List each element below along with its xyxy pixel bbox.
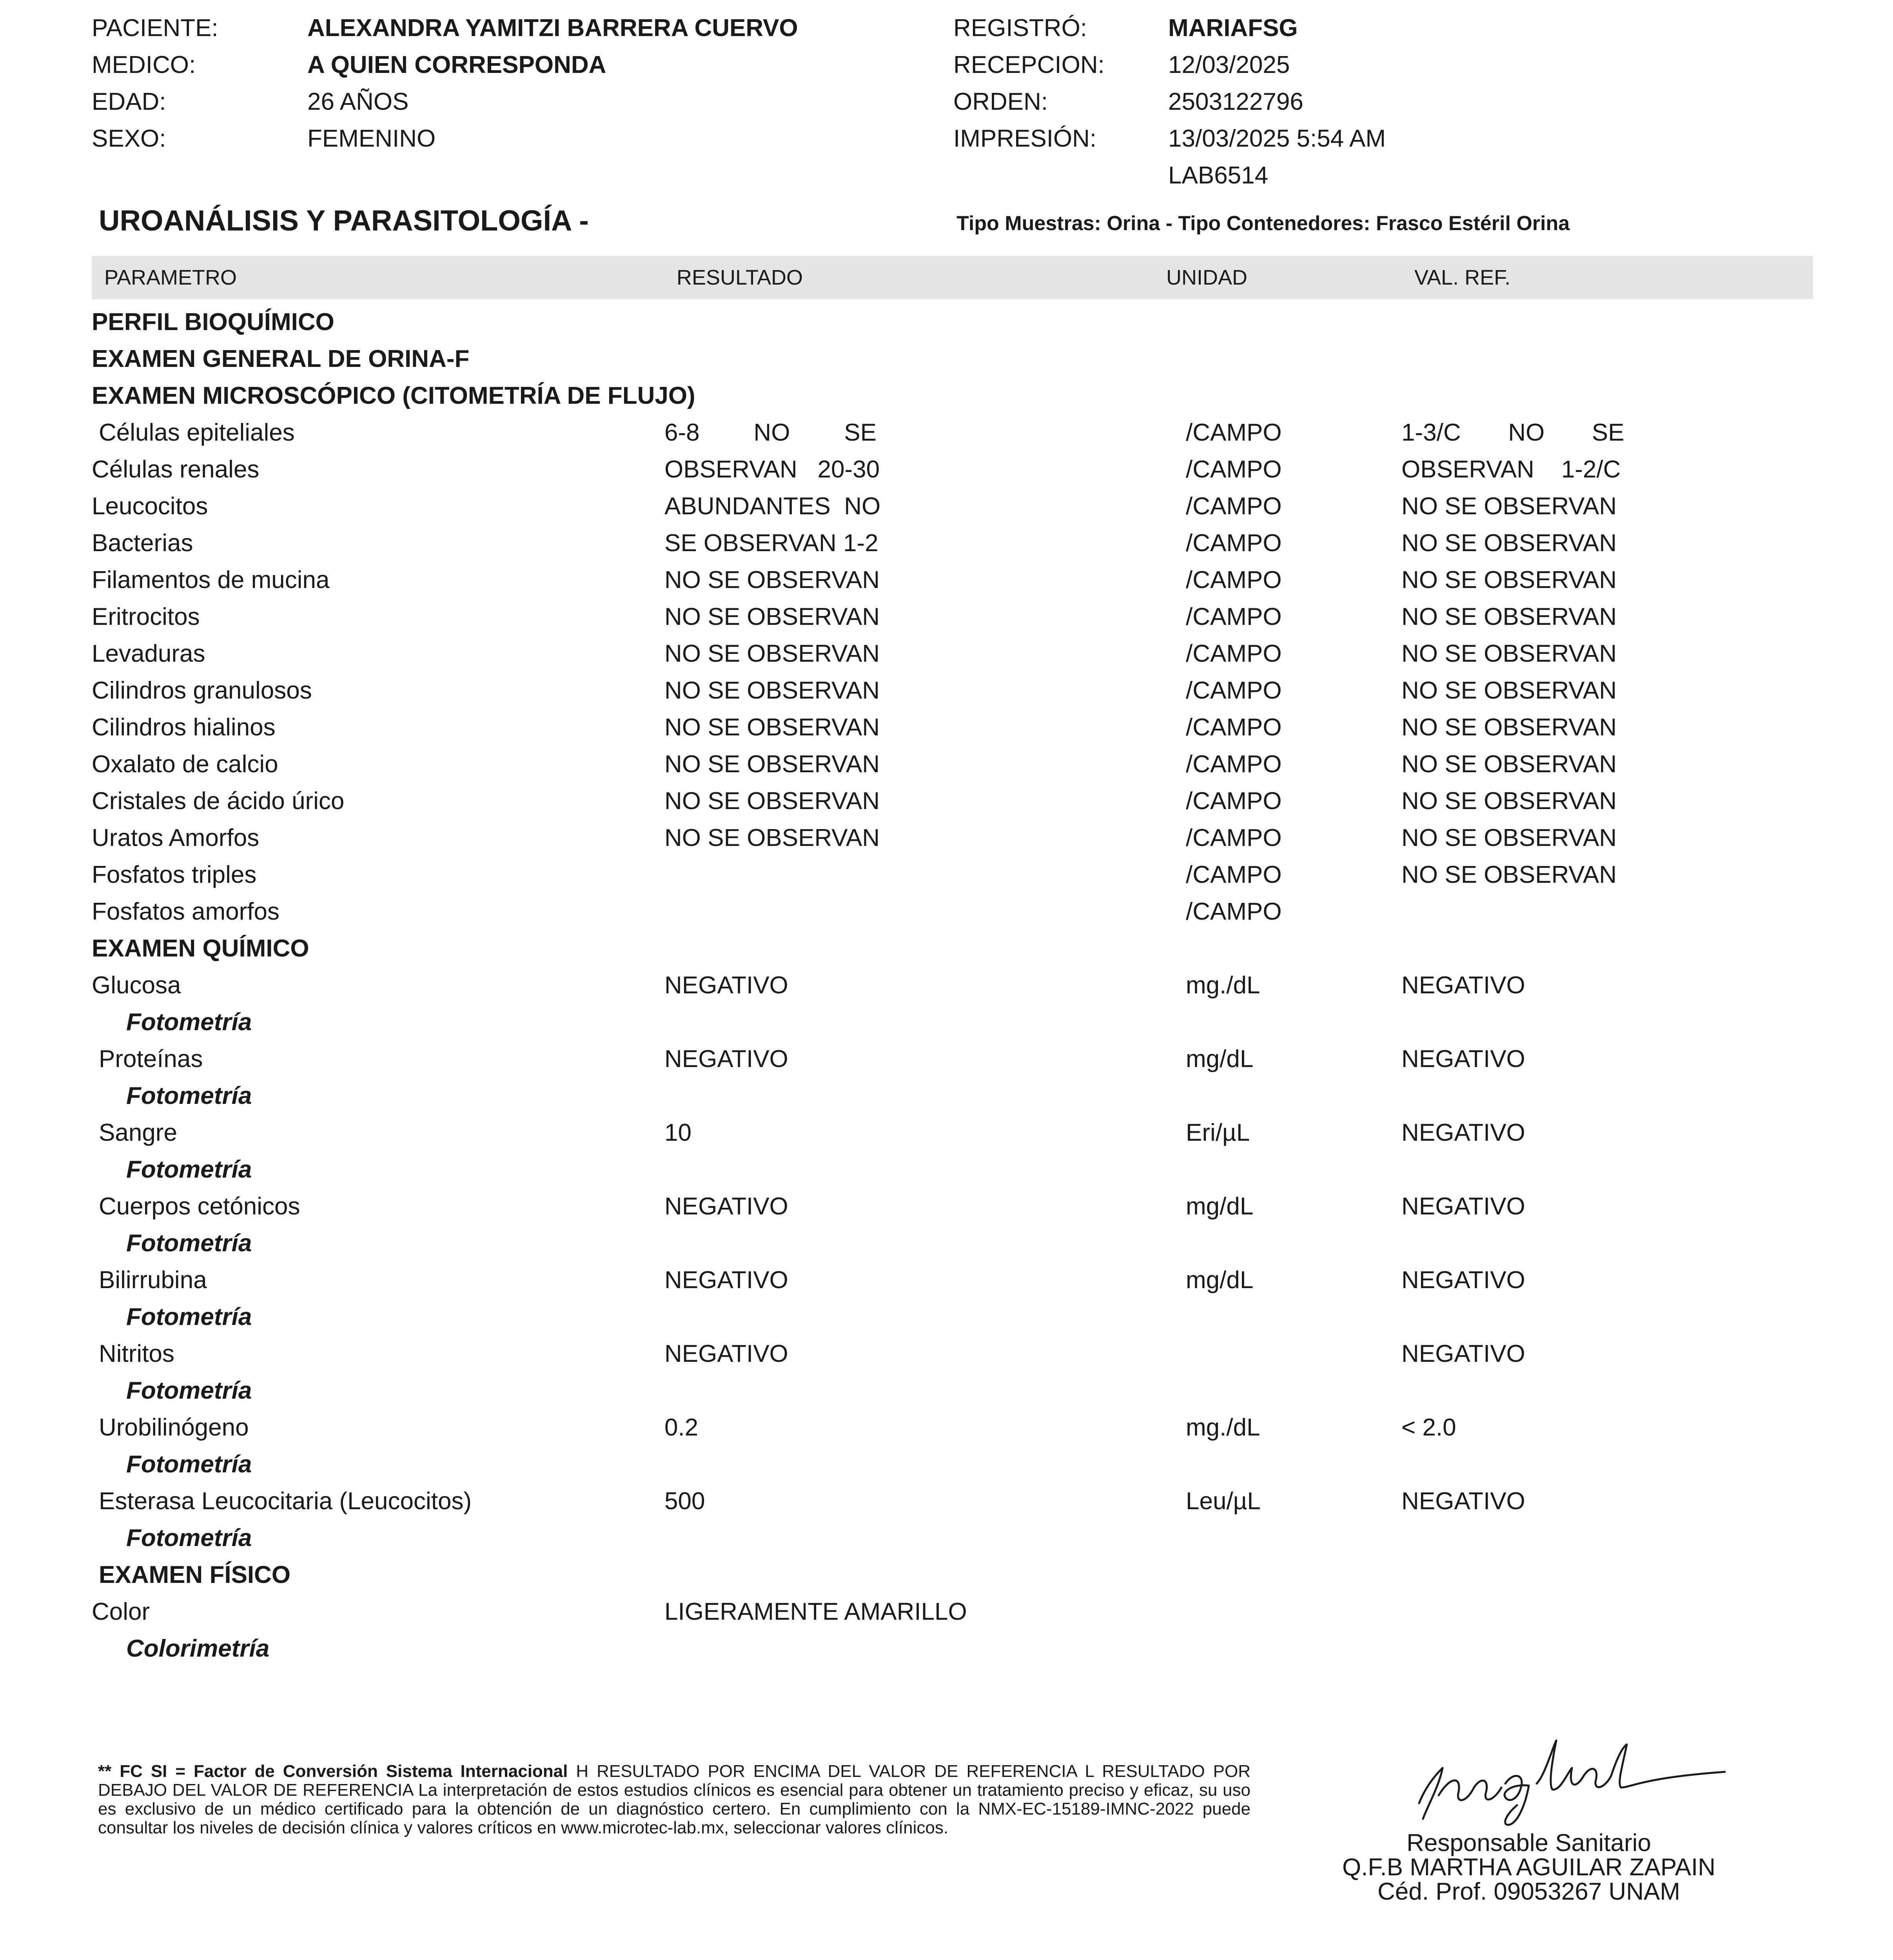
parameter-name: Células epiteliales	[99, 419, 295, 446]
parameter-name: Eritrocitos	[92, 603, 200, 630]
unit-value: mg./dL	[1186, 972, 1260, 999]
parameter-name: Nitritos	[99, 1340, 174, 1367]
reference-value: NEGATIVO	[1401, 972, 1525, 999]
parameter-name: Cilindros granulosos	[92, 677, 312, 704]
method-row	[0, 1372, 1893, 1409]
reference-value: NO SE OBSERVAN	[1401, 714, 1617, 741]
parameter-name: Uratos Amorfos	[92, 824, 260, 851]
unit-value: /CAMPO	[1186, 788, 1282, 815]
reference-value: NO SE OBSERVAN	[1401, 493, 1617, 520]
table-row	[0, 857, 1893, 893]
unit-value: mg/dL	[1186, 1267, 1254, 1294]
parameter-name: Cuerpos cetónicos	[99, 1193, 300, 1220]
table-row	[0, 746, 1893, 783]
reference-value: < 2.0	[1401, 1414, 1456, 1441]
result-value: NO SE OBSERVAN	[664, 714, 880, 741]
parameter-name: Cilindros hialinos	[92, 714, 276, 741]
parameter-name: Filamentos de mucina	[92, 566, 330, 593]
method-label: Fotometría	[126, 1009, 252, 1036]
section-title: EXAMEN GENERAL DE ORINA-F	[92, 345, 470, 372]
method-row	[0, 1151, 1893, 1188]
reference-value: NEGATIVO	[1401, 1267, 1525, 1294]
section-row	[0, 1557, 1893, 1593]
method-row	[0, 1225, 1893, 1262]
unit-value: /CAMPO	[1186, 824, 1282, 851]
reference-value: OBSERVAN 1-2/C	[1401, 456, 1621, 483]
parameter-name: Esterasa Leucocitaria (Leucocitos)	[99, 1488, 472, 1515]
reference-value: NEGATIVO	[1401, 1193, 1525, 1220]
registered-by-label: REGISTRÓ:	[953, 15, 1087, 42]
reference-value: NO SE OBSERVAN	[1401, 530, 1617, 557]
table-row	[0, 1483, 1893, 1520]
unit-value: Leu/µL	[1186, 1488, 1261, 1515]
unit-value: /CAMPO	[1186, 898, 1282, 925]
method-label: Fotometría	[126, 1303, 252, 1330]
reference-value: NO SE OBSERVAN	[1401, 566, 1617, 593]
doctor-label: MEDICO:	[92, 51, 196, 78]
parameter-name: Proteínas	[99, 1045, 203, 1073]
table-row	[0, 783, 1893, 820]
footnote-bold: ** FC SI = Factor de Conversión Sistema Internacional	[98, 1762, 568, 1781]
result-value: NEGATIVO	[664, 1340, 788, 1367]
reference-value: NO SE OBSERVAN	[1401, 861, 1617, 888]
table-row	[0, 1409, 1893, 1446]
reference-value: NO SE OBSERVAN	[1401, 751, 1617, 778]
reference-value: NO SE OBSERVAN	[1401, 788, 1617, 815]
parameter-name: Fosfatos triples	[92, 861, 257, 888]
unit-value: mg./dL	[1186, 1414, 1260, 1441]
result-value: NO SE OBSERVAN	[664, 677, 880, 704]
result-value: 6-8 NO SE	[664, 419, 877, 446]
parameter-name: Urobilinógeno	[99, 1414, 249, 1441]
section-title: PERFIL BIOQUÍMICO	[92, 309, 334, 336]
table-row	[0, 709, 1893, 746]
result-value: NEGATIVO	[664, 1193, 788, 1220]
signature-image	[1254, 1725, 1803, 1827]
parameter-name: Glucosa	[92, 972, 181, 999]
age-label: EDAD:	[92, 88, 166, 115]
section-row	[0, 930, 1893, 967]
header-parametro: PARAMETRO	[104, 266, 237, 289]
order-label: ORDEN:	[953, 88, 1048, 115]
result-value: SE OBSERVAN 1-2	[664, 530, 878, 557]
unit-value: /CAMPO	[1186, 456, 1282, 483]
print-datetime: 13/03/2025 5:54 AM	[1168, 125, 1386, 152]
result-value: LIGERAMENTE AMARILLO	[664, 1598, 967, 1625]
method-label: Fotometría	[126, 1377, 252, 1404]
table-row	[0, 1593, 1893, 1630]
table-row	[0, 451, 1893, 488]
table-row	[0, 893, 1893, 930]
method-label: Fotometría	[126, 1451, 252, 1478]
section-row	[0, 341, 1893, 377]
reference-value: NEGATIVO	[1401, 1488, 1525, 1515]
unit-value: /CAMPO	[1186, 493, 1282, 520]
unit-value: /CAMPO	[1186, 677, 1282, 704]
parameter-name: Sangre	[99, 1119, 177, 1146]
responsible-name: Q.F.B MARTHA AGUILAR ZAPAIN	[1342, 1854, 1716, 1881]
registered-by-value: MARIAFSG	[1168, 15, 1298, 42]
footnote-text: H RESULTADO POR ENCIMA DEL VALOR DE REFERENCIA L RESULTADO POR DEBAJO DEL VALOR DE REFERENCIA La interpretación de estos estudios clínicos es esencial para obtener un tratamiento preciso y eficaz, su uso es exclusivo de un médico certificado para la obtención de un diagnóstico certero. En cumplimiento con la NMX-EC-15189-IMNC-2022 puede consultar los niveles de decisión clínica y valores críticos en www.microtec-lab.mx, seleccionar valores clínicos.	[98, 1762, 1251, 1837]
method-label: Colorimetría	[126, 1635, 270, 1662]
reference-value: NO SE OBSERVAN	[1401, 677, 1617, 704]
table-header	[92, 256, 1813, 299]
result-value: OBSERVAN 20-30	[664, 456, 880, 483]
result-value: NO SE OBSERVAN	[664, 603, 880, 630]
table-row	[0, 1041, 1893, 1078]
table-row	[0, 1336, 1893, 1372]
method-row	[0, 1446, 1893, 1483]
unit-value: /CAMPO	[1186, 714, 1282, 741]
parameter-name: Bilirrubina	[99, 1267, 207, 1294]
method-label: Fotometría	[126, 1082, 252, 1109]
parameter-name: Leucocitos	[92, 493, 208, 520]
section-title: EXAMEN QUÍMICO	[92, 935, 309, 962]
unit-value: /CAMPO	[1186, 530, 1282, 557]
footnote	[98, 1762, 1251, 1837]
table-row	[0, 525, 1893, 562]
table-row	[0, 414, 1893, 451]
table-row	[0, 820, 1893, 857]
result-value: NEGATIVO	[664, 972, 788, 999]
header-val-ref: VAL. REF.	[1414, 266, 1511, 289]
method-row	[0, 1078, 1893, 1114]
method-row	[0, 1630, 1893, 1667]
print-label: IMPRESIÓN:	[953, 125, 1097, 152]
reference-value: NO SE OBSERVAN	[1401, 824, 1617, 851]
table-row	[0, 1114, 1893, 1151]
result-value: NEGATIVO	[664, 1267, 788, 1294]
professional-license: Céd. Prof. 09053267 UNAM	[1378, 1878, 1680, 1905]
section-title: EXAMEN MICROSCÓPICO (CITOMETRÍA DE FLUJO)	[92, 382, 695, 409]
reference-value: NEGATIVO	[1401, 1045, 1525, 1073]
result-value: NO SE OBSERVAN	[664, 640, 880, 667]
parameter-name: Oxalato de calcio	[92, 751, 278, 778]
method-row	[0, 1299, 1893, 1336]
unit-value: /CAMPO	[1186, 861, 1282, 888]
parameter-name: Fosfatos amorfos	[92, 898, 280, 925]
result-value: NO SE OBSERVAN	[664, 566, 880, 593]
header-resultado: RESULTADO	[677, 266, 803, 289]
table-row	[0, 672, 1893, 709]
unit-value: /CAMPO	[1186, 603, 1282, 630]
parameter-name: Bacterias	[92, 530, 193, 557]
unit-value: mg/dL	[1186, 1045, 1254, 1073]
sex-label: SEXO:	[92, 125, 166, 152]
patient-name: ALEXANDRA YAMITZI BARRERA CUERVO	[307, 15, 798, 42]
table-row	[0, 635, 1893, 672]
parameter-name: Levaduras	[92, 640, 205, 667]
method-row	[0, 1520, 1893, 1557]
table-row	[0, 1262, 1893, 1299]
result-value: NO SE OBSERVAN	[664, 824, 880, 851]
method-label: Fotometría	[126, 1156, 252, 1183]
unit-value: /CAMPO	[1186, 566, 1282, 593]
order-number: 2503122796	[1168, 88, 1303, 115]
table-row	[0, 599, 1893, 635]
reference-value: NO SE OBSERVAN	[1401, 603, 1617, 630]
doctor-name: A QUIEN CORRESPONDA	[307, 51, 606, 78]
unit-value: Eri/µL	[1186, 1119, 1250, 1146]
table-row	[0, 1188, 1893, 1225]
method-row	[0, 1004, 1893, 1041]
result-value: NEGATIVO	[664, 1045, 788, 1073]
table-row	[0, 488, 1893, 525]
table-row	[0, 562, 1893, 599]
header-unidad: UNIDAD	[1166, 266, 1248, 289]
unit-value: /CAMPO	[1186, 751, 1282, 778]
age-value: 26 AÑOS	[307, 88, 409, 115]
result-value: NO SE OBSERVAN	[664, 788, 880, 815]
reference-value: NEGATIVO	[1401, 1340, 1525, 1367]
table-row	[0, 967, 1893, 1004]
parameter-name: Color	[92, 1598, 150, 1625]
unit-value: /CAMPO	[1186, 419, 1282, 446]
unit-value: mg/dL	[1186, 1193, 1254, 1220]
parameter-name: Cristales de ácido úrico	[92, 788, 345, 815]
patient-label: PACIENTE:	[92, 15, 218, 42]
method-label: Fotometría	[126, 1230, 252, 1257]
reception-date: 12/03/2025	[1168, 51, 1290, 78]
reference-value: 1-3/C NO SE	[1401, 419, 1624, 446]
responsible-title: Responsable Sanitario	[1407, 1829, 1651, 1857]
reference-value: NEGATIVO	[1401, 1119, 1525, 1146]
reception-label: RECEPCION:	[953, 51, 1105, 78]
section-row	[0, 377, 1893, 414]
unit-value: /CAMPO	[1186, 640, 1282, 667]
result-value: NO SE OBSERVAN	[664, 751, 880, 778]
reference-value: NO SE OBSERVAN	[1401, 640, 1617, 667]
result-value: 10	[664, 1119, 691, 1146]
sex-value: FEMENINO	[307, 125, 436, 152]
report-title: UROANÁLISIS Y PARASITOLOGÍA -	[99, 204, 589, 237]
section-row	[0, 304, 1893, 341]
lab-code: LAB6514	[1168, 162, 1269, 189]
sample-info: Tipo Muestras: Orina - Tipo Contenedores: Frasco Estéril Orina	[956, 212, 1570, 235]
result-value: 500	[664, 1488, 705, 1515]
result-value: 0.2	[664, 1414, 699, 1441]
result-value: ABUNDANTES NO	[664, 493, 881, 520]
parameter-name: Células renales	[92, 456, 260, 483]
section-title: EXAMEN FÍSICO	[99, 1561, 291, 1588]
method-label: Fotometría	[126, 1524, 252, 1552]
